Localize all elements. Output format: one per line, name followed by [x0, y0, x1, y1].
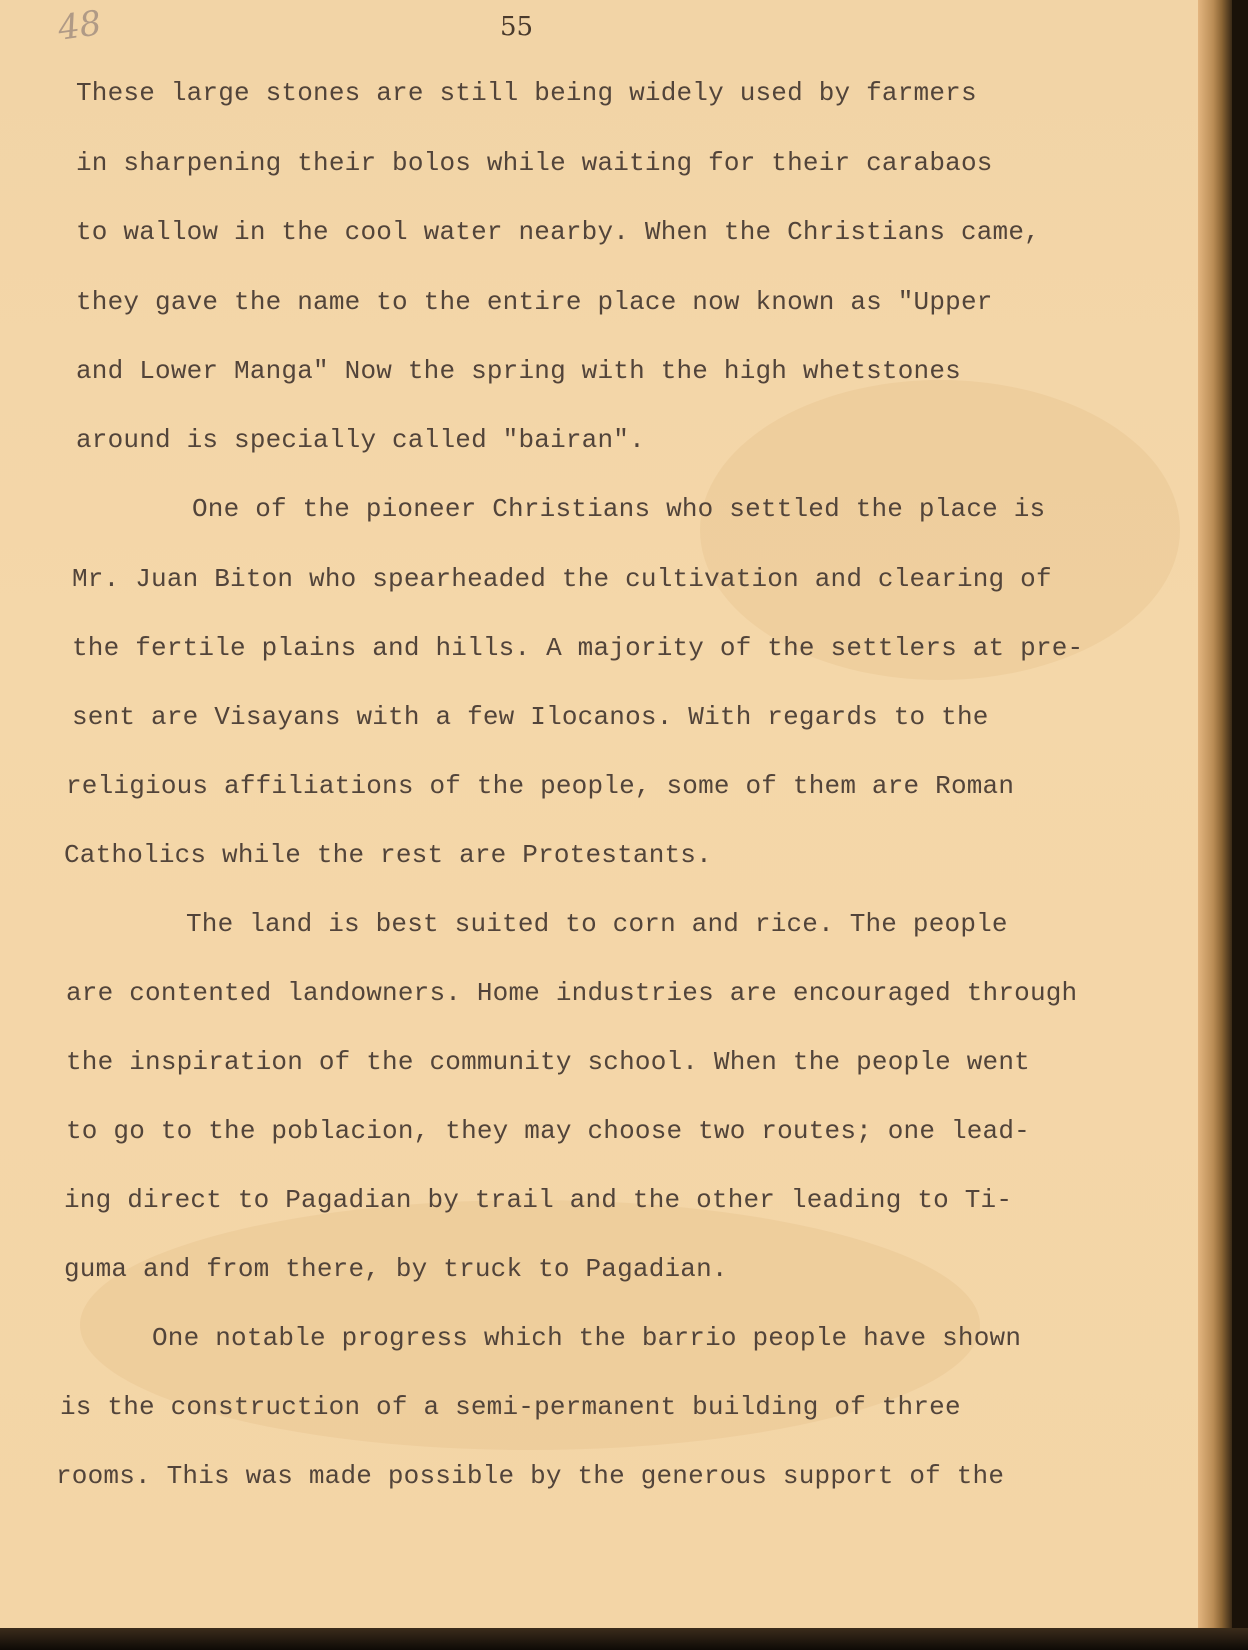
- page-binding-edge: [1198, 0, 1232, 1632]
- text-line: ing direct to Pagadian by trail and the other leading to Ti-: [64, 1185, 1013, 1215]
- text-line: One notable progress which the barrio people have shown: [152, 1323, 1022, 1353]
- handwritten-page-number: 48: [55, 3, 104, 49]
- scan-bottom-edge: [0, 1628, 1248, 1650]
- text-line: Mr. Juan Biton who spearheaded the cultivation and clearing of: [72, 564, 1052, 594]
- text-line: are contented landowners. Home industries are encouraged through: [66, 978, 1078, 1008]
- text-line: the fertile plains and hills. A majority of the settlers at pre-: [72, 633, 1084, 663]
- text-line: Catholics while the rest are Protestants.: [64, 840, 712, 870]
- text-line: The land is best suited to corn and rice. The people: [186, 909, 1008, 939]
- text-line: guma and from there, by truck to Pagadian.: [64, 1254, 728, 1284]
- text-line: to wallow in the cool water nearby. When the Christians came,: [76, 217, 1040, 247]
- text-line: These large stones are still being widely used by farmers: [76, 78, 977, 108]
- text-line: is the construction of a semi-permanent building of three: [60, 1392, 961, 1422]
- text-line: they gave the name to the entire place now known as "Upper: [76, 287, 993, 317]
- text-line: to go to the poblacion, they may choose two routes; one lead-: [66, 1116, 1030, 1146]
- text-line: in sharpening their bolos while waiting for their carabaos: [76, 148, 993, 178]
- text-line: sent are Visayans with a few Ilocanos. With regards to the: [72, 702, 989, 732]
- text-line: and Lower Manga" Now the spring with the high whetstones: [76, 356, 961, 386]
- text-line: One of the pioneer Christians who settled the place is: [192, 494, 1046, 524]
- text-line: around is specially called "bairan".: [76, 425, 645, 455]
- text-line: rooms. This was made possible by the generous support of the: [56, 1461, 1005, 1491]
- text-line: religious affiliations of the people, some of them are Roman: [66, 771, 1015, 801]
- typed-page-number: 55: [500, 12, 534, 42]
- text-line: the inspiration of the community school. When the people went: [66, 1047, 1030, 1077]
